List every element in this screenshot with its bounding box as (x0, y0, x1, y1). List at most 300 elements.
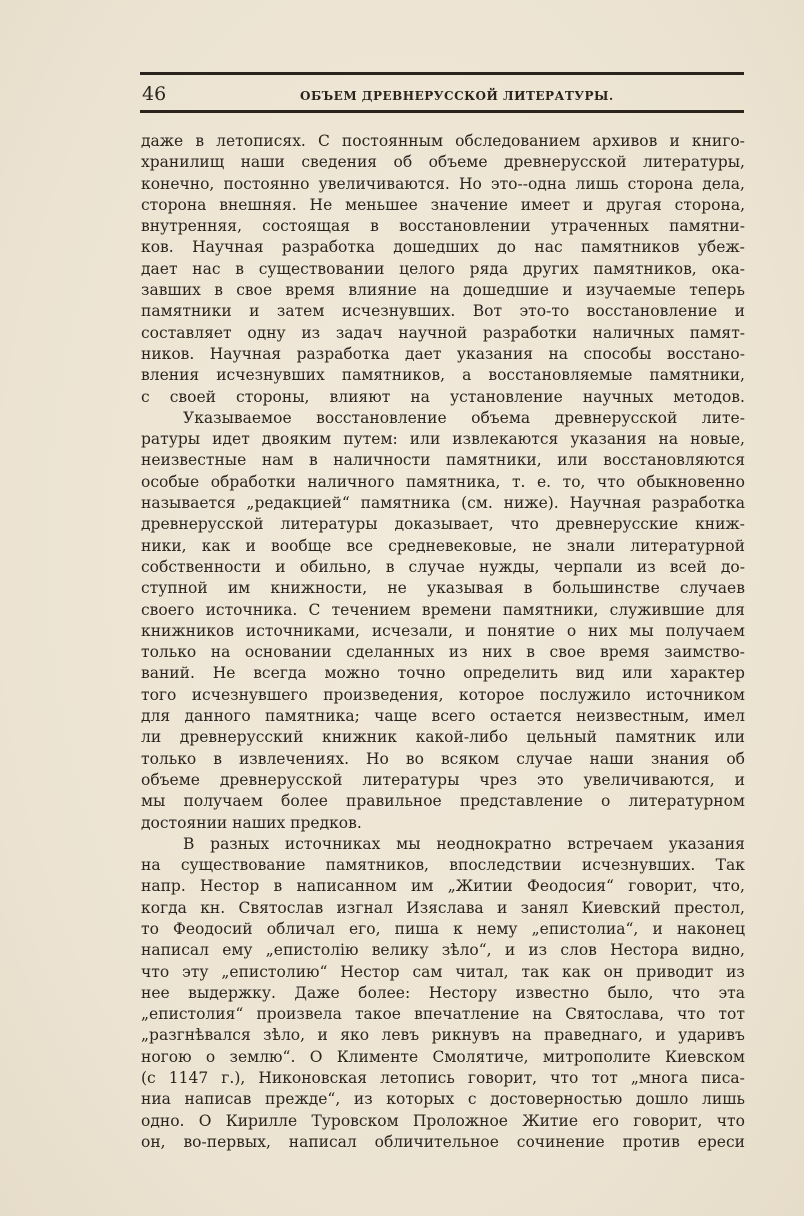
word: приводит (636, 962, 714, 981)
word: извлечениях. (238, 749, 350, 768)
word: и (245, 536, 256, 555)
word: это (537, 770, 564, 789)
word: его, (348, 919, 381, 938)
text-line (141, 216, 745, 237)
word: Феодосия“ (527, 877, 614, 896)
word: митрополите (542, 1047, 651, 1066)
word: дает (404, 344, 442, 363)
word: книжник (322, 728, 397, 747)
word: он (603, 962, 624, 981)
text-line (141, 1004, 745, 1025)
word: научной (398, 323, 468, 342)
word: восстановление (586, 302, 718, 321)
text-line (141, 152, 745, 173)
word: влияют (329, 387, 391, 406)
word: „епистолия“ (141, 1005, 244, 1024)
word: „многа (630, 1069, 688, 1088)
word: что, (711, 877, 745, 896)
text-line (141, 301, 745, 322)
word: из (528, 941, 548, 960)
text-line (141, 983, 745, 1004)
word: увеличиваются, (583, 770, 715, 789)
word: особые (141, 472, 200, 491)
word: или (714, 728, 745, 747)
word: завших (141, 281, 201, 300)
word: книго- (691, 132, 745, 150)
word: до- (720, 557, 745, 576)
word: случае (408, 557, 465, 576)
word: ков. (141, 238, 174, 257)
word: лите- (701, 408, 745, 427)
word: на (512, 1026, 532, 1045)
word: наличности (333, 451, 431, 470)
word: его (592, 1111, 619, 1130)
word: существование (180, 856, 306, 875)
word: Туровском (311, 1111, 399, 1130)
word: что (510, 515, 539, 534)
header-bottom-rule (140, 110, 744, 113)
word: произвела (256, 1005, 342, 1024)
word: О (309, 1047, 323, 1066)
word: Изяслава (406, 898, 484, 917)
word: тот (591, 1069, 618, 1088)
word: во-первых, (183, 1132, 271, 1151)
text-line (141, 940, 745, 961)
word: землю“. (229, 1047, 296, 1066)
word: Не (309, 195, 333, 214)
word: не (532, 536, 552, 555)
word: или (622, 664, 653, 683)
word: источниках (284, 834, 381, 853)
text-line (141, 131, 745, 152)
word: в (385, 557, 395, 576)
word: разработки (482, 323, 577, 342)
word: Но (366, 749, 389, 768)
word: целого (399, 259, 455, 278)
text-line (141, 1068, 745, 1089)
word: методов. (673, 387, 745, 406)
text-line (141, 663, 745, 684)
word: сделанных (346, 643, 435, 662)
text-line: достоянии наших предков. (141, 813, 362, 832)
word: наконец (676, 919, 745, 938)
word: указывая (426, 579, 504, 598)
word: Киевском (664, 1047, 745, 1066)
word: и (734, 770, 745, 789)
word: об (393, 153, 413, 172)
word: велику (371, 941, 429, 960)
word: ли (141, 728, 162, 747)
word: о (205, 1047, 216, 1066)
word: литературы (362, 770, 460, 789)
word: е. (537, 472, 552, 491)
word: и (655, 1026, 666, 1045)
page-number: 46 (142, 83, 167, 105)
word: Научная (192, 238, 264, 257)
word: средневековые, (388, 536, 518, 555)
text-line (141, 1047, 745, 1068)
word: и (496, 898, 508, 917)
word: написав (184, 1090, 252, 1109)
word: и (669, 132, 680, 150)
word: обыкновенно (636, 472, 745, 491)
text-line (141, 962, 745, 983)
word: Так (715, 856, 745, 875)
text-line (141, 578, 745, 599)
word: свое (549, 643, 586, 662)
word: в (309, 451, 318, 470)
word: собственности (141, 557, 262, 576)
word: нас (534, 238, 563, 257)
text-line (141, 685, 745, 706)
word: разных (210, 834, 270, 853)
word: из (301, 323, 321, 342)
word: памятников, (325, 856, 429, 875)
word: с (141, 387, 150, 406)
word: точно (397, 664, 446, 683)
word: ока- (711, 259, 745, 278)
word: на (410, 387, 430, 406)
word: и (582, 195, 594, 214)
word: против (622, 1132, 680, 1151)
word: постоянным (341, 132, 444, 150)
word: знания (650, 749, 710, 768)
word: неизвестные (141, 451, 247, 470)
word: даже (141, 132, 184, 150)
word: представление (459, 792, 583, 811)
word: Феодосий (173, 919, 253, 938)
word: получаем (665, 621, 745, 640)
word: указания (570, 430, 647, 449)
text-line (141, 770, 745, 791)
text-line (141, 387, 745, 408)
word: и (249, 302, 260, 321)
word: разработка (651, 494, 745, 513)
word: пиша (394, 919, 439, 938)
word: Житие (522, 1111, 579, 1130)
word: впоследствии (449, 856, 562, 875)
word: восстано- (666, 344, 745, 363)
word: когда (141, 898, 187, 917)
word: меньшее (345, 195, 418, 214)
text-line (141, 727, 745, 748)
word: такое (354, 1005, 401, 1024)
text-line (141, 749, 745, 770)
word: того (141, 685, 177, 704)
text-line (141, 1025, 745, 1046)
word: памят- (689, 323, 745, 342)
word: как (561, 962, 591, 981)
word: и (317, 1026, 328, 1045)
word: наличного (307, 472, 395, 491)
word: лишь (701, 1090, 745, 1109)
word: говорит, (467, 1069, 538, 1088)
running-title: ОБЪЕМ ДРЕВНЕРУССКОЙ ЛИТЕРАТУРЫ. (300, 89, 614, 103)
word: на (141, 856, 161, 875)
word: ереси (697, 1132, 745, 1151)
word: заимство- (664, 643, 745, 662)
word: памятника; (265, 707, 360, 726)
word: зѣло“, (441, 941, 492, 960)
word: изучаемые (585, 281, 676, 300)
word: памятника (360, 494, 451, 513)
word: исчезали, (371, 621, 454, 640)
word: способы (583, 344, 652, 363)
word: и (734, 302, 745, 321)
word: называется (141, 494, 236, 513)
word: вления (141, 366, 200, 385)
word: более (281, 792, 328, 811)
word: Нестор (340, 962, 400, 981)
word: Киевский (581, 898, 661, 917)
word: к (453, 919, 463, 938)
word: или (409, 430, 441, 449)
word: что (716, 1111, 745, 1130)
word: эту (182, 962, 209, 981)
word: Но (458, 174, 482, 193)
word: то, (562, 472, 586, 491)
page-header (140, 80, 744, 108)
word: „епистолію (265, 941, 359, 960)
word: данного (184, 707, 251, 726)
word: двояким (261, 430, 332, 449)
word: памятников (581, 238, 680, 257)
word: так (521, 962, 550, 981)
word: памятников, (341, 366, 446, 385)
word: что (677, 1005, 706, 1024)
word: дает (141, 259, 178, 278)
word: ряда (469, 259, 509, 278)
word: основании (244, 643, 332, 662)
word: и (562, 281, 573, 300)
word: обработки (210, 472, 296, 491)
word: дошедшие (463, 281, 549, 300)
word: случае (516, 749, 573, 768)
word: с (467, 1090, 477, 1109)
word: „Житии (447, 877, 513, 896)
text-line (141, 174, 745, 195)
word: доказывает, (394, 515, 494, 534)
word: т. (511, 472, 526, 491)
word: во (405, 749, 424, 768)
word: до (497, 238, 517, 257)
word: и (504, 941, 516, 960)
word: одно. (141, 1111, 185, 1130)
word: своего (141, 600, 195, 619)
text-line (141, 834, 745, 855)
word: яко (340, 1026, 370, 1045)
word: писа- (701, 1069, 745, 1088)
word: ступной (141, 579, 208, 598)
word: имеет (520, 195, 571, 214)
word: восстановляемые (488, 366, 633, 385)
word: исчезнувших. (581, 856, 696, 875)
word: памятников, (593, 259, 697, 278)
word: служившие (609, 600, 705, 619)
word: постоянно (223, 174, 310, 193)
word: летописях. (216, 132, 306, 150)
text-line (141, 195, 745, 216)
word: древнерусской (554, 408, 678, 427)
word: мы (396, 834, 421, 853)
word: которых (386, 1090, 455, 1109)
word: правильное (346, 792, 442, 811)
word: ударивъ (678, 1026, 745, 1045)
word: Нестор (200, 877, 260, 896)
text-line (141, 621, 745, 642)
word: В (183, 834, 195, 853)
word: Нестору (428, 983, 498, 1002)
text-line (141, 472, 745, 493)
word: время (285, 281, 336, 300)
word: впечатление (414, 1005, 520, 1024)
word: составляет (141, 323, 232, 342)
text-line (141, 557, 745, 578)
word: указания (668, 834, 745, 853)
word: понятие (487, 621, 555, 640)
word: сам (412, 962, 443, 981)
word: памятники, (446, 451, 542, 470)
word: цельный (526, 728, 597, 747)
text-line (141, 450, 745, 471)
word: в (213, 749, 222, 768)
word: на (548, 344, 569, 363)
text-line (141, 408, 745, 429)
word: свое (236, 281, 273, 300)
word: а (462, 366, 472, 385)
word: восстановляются (603, 451, 745, 470)
word: книж- (695, 515, 745, 534)
word: „редакцией“ (246, 494, 350, 513)
word: встречаем (567, 834, 654, 853)
word: характер (670, 664, 745, 683)
word: Не (212, 664, 236, 683)
word: как (201, 536, 231, 555)
text-line (141, 1111, 745, 1132)
word: мы (141, 792, 166, 811)
word: не (387, 579, 407, 598)
word: им (227, 579, 251, 598)
word: Клименте (336, 1047, 419, 1066)
text-line (141, 1089, 745, 1110)
word: имел (703, 707, 745, 726)
word: о (566, 621, 577, 640)
word: написанном (296, 877, 397, 896)
word: чрез (479, 770, 518, 789)
word: случаев (679, 579, 745, 598)
word: летопись (380, 1069, 455, 1088)
word: внутренняя, (141, 217, 242, 236)
word: на (658, 430, 679, 449)
word: памятника, (405, 472, 501, 491)
word: Научная (569, 494, 642, 513)
word: (с (141, 1069, 156, 1088)
word: дела, (702, 174, 745, 193)
word: сторона (627, 174, 694, 193)
word: Проложное (412, 1111, 508, 1130)
word: источниками, (245, 621, 360, 640)
word: значение (430, 195, 508, 214)
word: книжников (141, 621, 235, 640)
word: какой-либо (415, 728, 508, 747)
word: на (532, 1005, 552, 1024)
word: памятник (615, 728, 696, 747)
word: нам (261, 451, 294, 470)
word: в (370, 217, 379, 236)
word: увеличиваются. (318, 174, 450, 193)
word: них (588, 621, 618, 640)
word: он, (141, 1132, 166, 1151)
word: получаем (183, 792, 263, 811)
word: читал, (455, 962, 509, 981)
word: зѣло, (263, 1026, 306, 1045)
word: в (195, 132, 205, 150)
word: убеж- (697, 238, 745, 257)
word: лишь (575, 174, 619, 193)
word: говорит, (628, 877, 698, 896)
word: источника. (205, 600, 298, 619)
word: наличных (592, 323, 675, 342)
word: объеме (428, 153, 488, 172)
word: неизвестным, (576, 707, 690, 726)
word: восстановление (316, 408, 447, 427)
word: Даже (294, 983, 340, 1002)
text-line (141, 493, 745, 514)
word: обличал (266, 919, 335, 938)
text-line (141, 323, 745, 344)
text-line (141, 898, 745, 919)
word: в (214, 281, 223, 300)
word: произведения, (323, 685, 444, 704)
word: памятники, (502, 600, 599, 619)
word: обследованием (455, 132, 581, 150)
word: занял (520, 898, 569, 917)
word: то (141, 919, 159, 938)
word: г.), (221, 1069, 246, 1088)
word: престол, (674, 898, 745, 917)
word: из (353, 1090, 373, 1109)
word: праведнаго, (544, 1026, 643, 1045)
word: хранилищ (141, 153, 225, 172)
word: из (636, 557, 656, 576)
word: памятники (141, 302, 232, 321)
word: все (346, 536, 374, 555)
word: научных (582, 387, 654, 406)
word: достоверностью (490, 1090, 623, 1109)
text-line (141, 642, 745, 663)
word: всего (431, 707, 476, 726)
word: левъ (381, 1026, 420, 1045)
word: Смолятиче, (432, 1047, 529, 1066)
word: наши (240, 153, 285, 172)
word: дошедших (393, 238, 479, 257)
word: нее (141, 983, 170, 1002)
word: установление (449, 387, 563, 406)
word: влияние (348, 281, 417, 300)
word: известно (515, 983, 590, 1002)
text-line (141, 1132, 745, 1153)
word: говорит, (633, 1111, 703, 1130)
word: видно, (691, 941, 745, 960)
word: обильно, (299, 557, 372, 576)
word: идет (212, 430, 250, 449)
text-line (141, 706, 745, 727)
word: большинстве (552, 579, 660, 598)
word: Святослав (238, 898, 324, 917)
word: ваний. (141, 664, 195, 683)
word: это--одна (490, 174, 567, 193)
word: в (526, 643, 535, 662)
